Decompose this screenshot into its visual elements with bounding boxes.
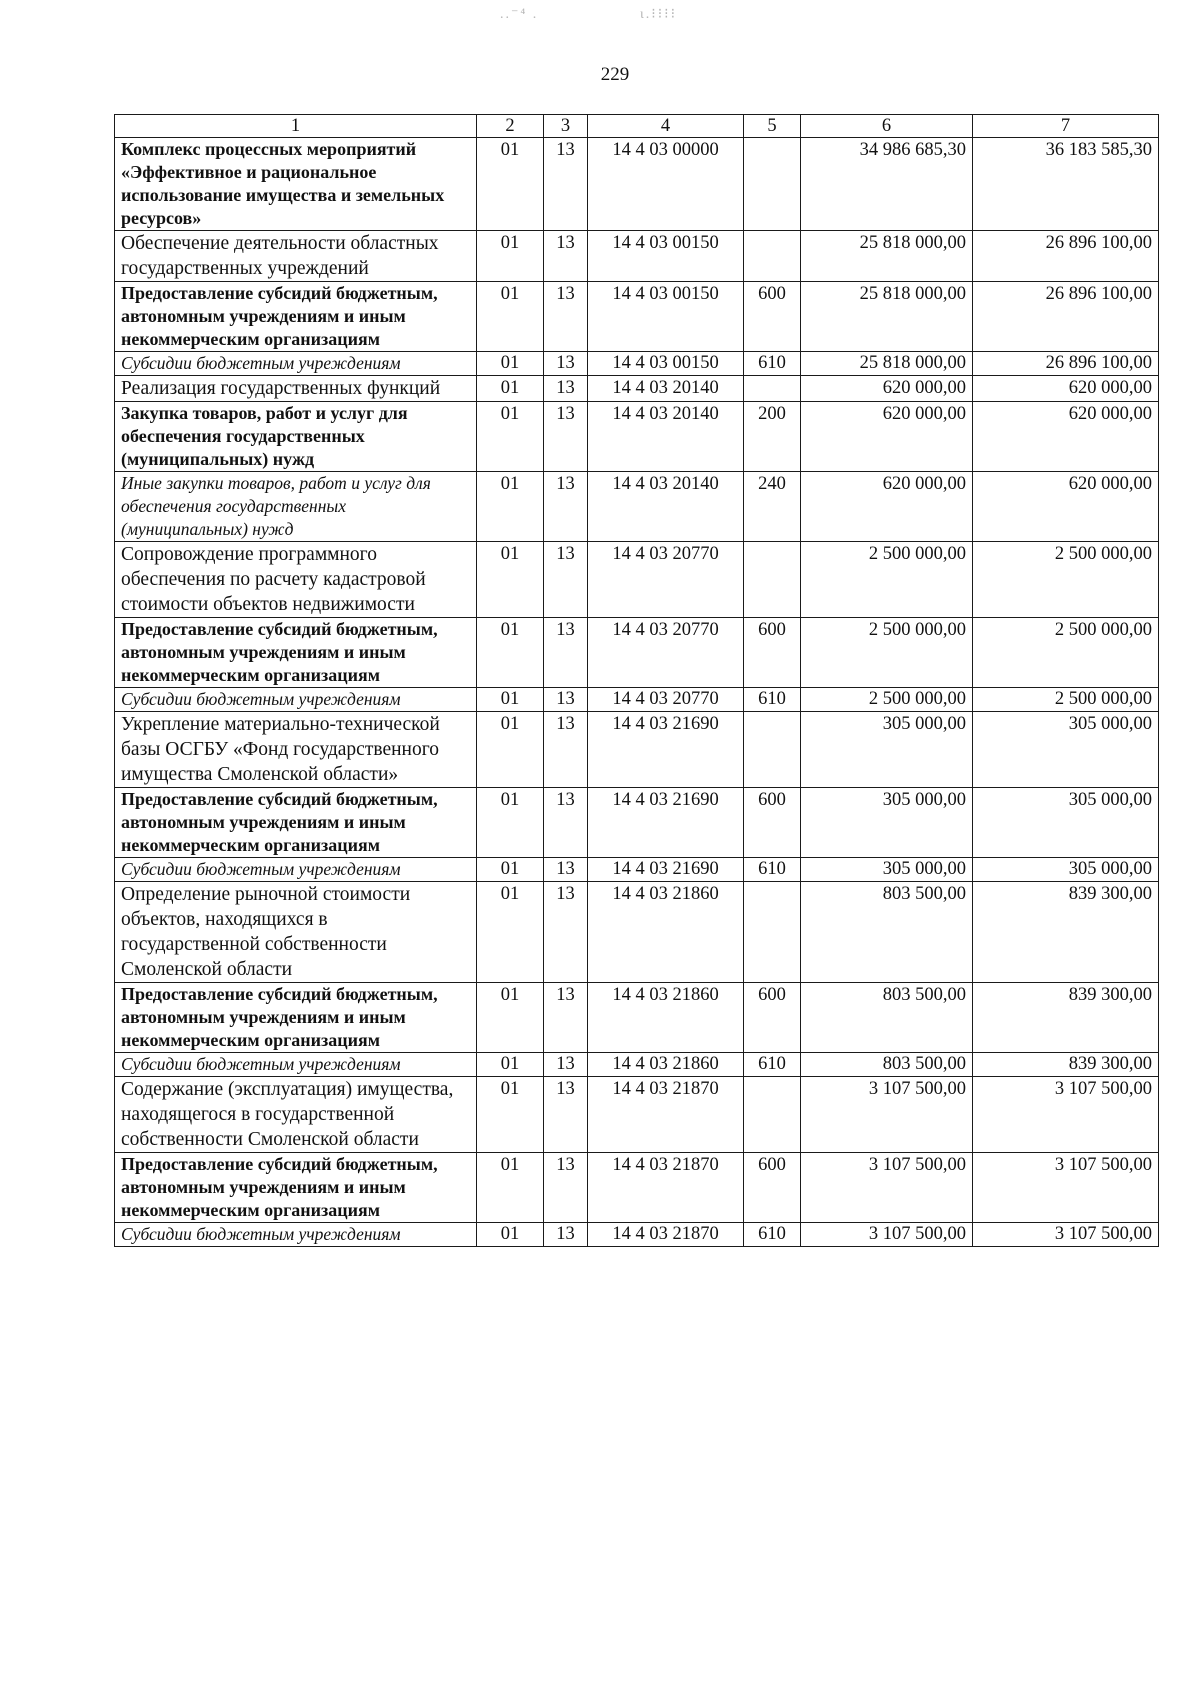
subsection-code-cell: 13 [544, 1153, 588, 1223]
expense-type-cell: 600 [744, 788, 801, 858]
subsection-code-cell: 13 [544, 983, 588, 1053]
section-code-cell: 01 [477, 712, 544, 788]
expense-type-cell: 610 [744, 1223, 801, 1247]
amount-year-1-cell: 620 000,00 [801, 472, 973, 542]
section-code-cell: 01 [477, 618, 544, 688]
amount-year-1-cell: 25 818 000,00 [801, 231, 973, 282]
amount-year-2-cell: 305 000,00 [973, 788, 1159, 858]
expense-type-cell: 600 [744, 618, 801, 688]
section-code-cell: 01 [477, 1053, 544, 1077]
subsection-code-cell: 13 [544, 231, 588, 282]
row-name-cell: Субсидии бюджетным учреждениям [115, 688, 477, 712]
target-article-cell: 14 4 03 00150 [588, 231, 744, 282]
table-row [115, 376, 1159, 402]
column-header: 5 [744, 115, 801, 138]
amount-year-2-cell: 839 300,00 [973, 1053, 1159, 1077]
column-header: 7 [973, 115, 1159, 138]
amount-year-1-cell: 34 986 685,30 [801, 138, 973, 231]
subsection-code-cell: 13 [544, 352, 588, 376]
table-row [115, 1053, 1159, 1077]
table-row [115, 1077, 1159, 1153]
expense-type-cell: 200 [744, 402, 801, 472]
amount-year-2-cell: 2 500 000,00 [973, 688, 1159, 712]
target-article-cell: 14 4 03 21860 [588, 882, 744, 983]
table-row [115, 472, 1159, 542]
row-name-cell: Предоставление субсидий бюджетным, автономным учреждениям и иным некоммерческим организациям [115, 618, 477, 688]
subsection-code-cell: 13 [544, 282, 588, 352]
table-row [115, 712, 1159, 788]
scan-artifact-mark: ι.⁝⁝⁝⁝ [640, 7, 678, 22]
section-code-cell: 01 [477, 376, 544, 402]
section-code-cell: 01 [477, 138, 544, 231]
expense-type-cell [744, 231, 801, 282]
amount-year-1-cell: 803 500,00 [801, 882, 973, 983]
table-row [115, 618, 1159, 688]
row-name-cell: Субсидии бюджетным учреждениям [115, 858, 477, 882]
table-row [115, 138, 1159, 231]
row-name-cell: Предоставление субсидий бюджетным, автономным учреждениям и иным некоммерческим организациям [115, 1153, 477, 1223]
expense-type-cell: 600 [744, 1153, 801, 1223]
row-name-cell: Субсидии бюджетным учреждениям [115, 352, 477, 376]
row-name-cell: Субсидии бюджетным учреждениям [115, 1223, 477, 1247]
row-name-cell: Содержание (эксплуатация) имущества, находящегося в государственной собственности Смоленской области [115, 1077, 477, 1153]
target-article-cell: 14 4 03 00000 [588, 138, 744, 231]
table-row [115, 231, 1159, 282]
column-header: 2 [477, 115, 544, 138]
target-article-cell: 14 4 03 20770 [588, 542, 744, 618]
subsection-code-cell: 13 [544, 472, 588, 542]
target-article-cell: 14 4 03 21870 [588, 1223, 744, 1247]
section-code-cell: 01 [477, 1223, 544, 1247]
target-article-cell: 14 4 03 21860 [588, 1053, 744, 1077]
target-article-cell: 14 4 03 20140 [588, 376, 744, 402]
amount-year-1-cell: 2 500 000,00 [801, 618, 973, 688]
expense-type-cell [744, 882, 801, 983]
row-name-cell: Субсидии бюджетным учреждениям [115, 1053, 477, 1077]
expense-type-cell: 600 [744, 282, 801, 352]
subsection-code-cell: 13 [544, 882, 588, 983]
section-code-cell: 01 [477, 1077, 544, 1153]
amount-year-1-cell: 25 818 000,00 [801, 352, 973, 376]
subsection-code-cell: 13 [544, 542, 588, 618]
row-name-cell: Реализация государственных функций [115, 376, 477, 402]
table-row [115, 788, 1159, 858]
section-code-cell: 01 [477, 542, 544, 618]
table-row [115, 1153, 1159, 1223]
target-article-cell: 14 4 03 21860 [588, 983, 744, 1053]
section-code-cell: 01 [477, 472, 544, 542]
row-name-cell: Предоставление субсидий бюджетным, автономным учреждениям и иным некоммерческим организациям [115, 282, 477, 352]
table-header-row [115, 115, 1159, 138]
subsection-code-cell: 13 [544, 618, 588, 688]
amount-year-2-cell: 620 000,00 [973, 402, 1159, 472]
budget-table [114, 114, 1159, 1247]
amount-year-1-cell: 803 500,00 [801, 983, 973, 1053]
section-code-cell: 01 [477, 231, 544, 282]
subsection-code-cell: 13 [544, 402, 588, 472]
expense-type-cell: 610 [744, 352, 801, 376]
amount-year-1-cell: 620 000,00 [801, 402, 973, 472]
row-name-cell: Закупка товаров, работ и услуг для обеспечения государственных (муниципальных) нужд [115, 402, 477, 472]
subsection-code-cell: 13 [544, 712, 588, 788]
amount-year-2-cell: 36 183 585,30 [973, 138, 1159, 231]
amount-year-2-cell: 26 896 100,00 [973, 231, 1159, 282]
subsection-code-cell: 13 [544, 1077, 588, 1153]
target-article-cell: 14 4 03 21870 [588, 1153, 744, 1223]
amount-year-2-cell: 2 500 000,00 [973, 542, 1159, 618]
amount-year-1-cell: 305 000,00 [801, 788, 973, 858]
expense-type-cell: 610 [744, 858, 801, 882]
section-code-cell: 01 [477, 688, 544, 712]
amount-year-1-cell: 3 107 500,00 [801, 1223, 973, 1247]
table-row [115, 402, 1159, 472]
table-row [115, 983, 1159, 1053]
subsection-code-cell: 13 [544, 1053, 588, 1077]
amount-year-2-cell: 839 300,00 [973, 882, 1159, 983]
section-code-cell: 01 [477, 858, 544, 882]
target-article-cell: 14 4 03 21870 [588, 1077, 744, 1153]
expense-type-cell: 610 [744, 688, 801, 712]
amount-year-2-cell: 26 896 100,00 [973, 282, 1159, 352]
section-code-cell: 01 [477, 882, 544, 983]
row-name-cell: Укрепление материально-технической базы ОСГБУ «Фонд государственного имущества Смоленской области» [115, 712, 477, 788]
row-name-cell: Обеспечение деятельности областных государственных учреждений [115, 231, 477, 282]
expense-type-cell [744, 1077, 801, 1153]
amount-year-2-cell: 3 107 500,00 [973, 1223, 1159, 1247]
amount-year-1-cell: 3 107 500,00 [801, 1153, 973, 1223]
subsection-code-cell: 13 [544, 788, 588, 858]
section-code-cell: 01 [477, 1153, 544, 1223]
subsection-code-cell: 13 [544, 858, 588, 882]
section-code-cell: 01 [477, 282, 544, 352]
table-row [115, 688, 1159, 712]
row-name-cell: Предоставление субсидий бюджетным, автономным учреждениям и иным некоммерческим организациям [115, 983, 477, 1053]
expense-type-cell [744, 376, 801, 402]
amount-year-2-cell: 305 000,00 [973, 858, 1159, 882]
target-article-cell: 14 4 03 20140 [588, 472, 744, 542]
table-row [115, 882, 1159, 983]
amount-year-2-cell: 839 300,00 [973, 983, 1159, 1053]
table-row [115, 282, 1159, 352]
row-name-cell: Предоставление субсидий бюджетным, автономным учреждениям и иным некоммерческим организациям [115, 788, 477, 858]
amount-year-2-cell: 3 107 500,00 [973, 1153, 1159, 1223]
subsection-code-cell: 13 [544, 376, 588, 402]
target-article-cell: 14 4 03 00150 [588, 352, 744, 376]
table-row [115, 1223, 1159, 1247]
target-article-cell: 14 4 03 00150 [588, 282, 744, 352]
amount-year-1-cell: 620 000,00 [801, 376, 973, 402]
target-article-cell: 14 4 03 21690 [588, 712, 744, 788]
table-row [115, 352, 1159, 376]
amount-year-2-cell: 620 000,00 [973, 472, 1159, 542]
column-header: 3 [544, 115, 588, 138]
amount-year-2-cell: 26 896 100,00 [973, 352, 1159, 376]
expense-type-cell: 240 [744, 472, 801, 542]
amount-year-2-cell: 2 500 000,00 [973, 618, 1159, 688]
subsection-code-cell: 13 [544, 138, 588, 231]
expense-type-cell [744, 712, 801, 788]
amount-year-1-cell: 803 500,00 [801, 1053, 973, 1077]
expense-type-cell: 610 [744, 1053, 801, 1077]
subsection-code-cell: 13 [544, 688, 588, 712]
expense-type-cell [744, 138, 801, 231]
expense-type-cell: 600 [744, 983, 801, 1053]
scan-artifact-mark: ..⁻⁴ . [500, 7, 539, 22]
amount-year-2-cell: 620 000,00 [973, 376, 1159, 402]
amount-year-1-cell: 2 500 000,00 [801, 688, 973, 712]
amount-year-1-cell: 305 000,00 [801, 712, 973, 788]
amount-year-2-cell: 3 107 500,00 [973, 1077, 1159, 1153]
expense-type-cell [744, 542, 801, 618]
subsection-code-cell: 13 [544, 1223, 588, 1247]
target-article-cell: 14 4 03 20770 [588, 688, 744, 712]
amount-year-1-cell: 2 500 000,00 [801, 542, 973, 618]
target-article-cell: 14 4 03 20140 [588, 402, 744, 472]
target-article-cell: 14 4 03 21690 [588, 788, 744, 858]
amount-year-1-cell: 305 000,00 [801, 858, 973, 882]
target-article-cell: 14 4 03 21690 [588, 858, 744, 882]
page-number: 229 [600, 64, 630, 85]
amount-year-1-cell: 3 107 500,00 [801, 1077, 973, 1153]
target-article-cell: 14 4 03 20770 [588, 618, 744, 688]
section-code-cell: 01 [477, 352, 544, 376]
column-header: 1 [115, 115, 477, 138]
section-code-cell: 01 [477, 788, 544, 858]
column-header: 6 [801, 115, 973, 138]
row-name-cell: Определение рыночной стоимости объектов, находящихся в государственной собственности Смоленской области [115, 882, 477, 983]
table-body [115, 138, 1159, 1247]
amount-year-2-cell: 305 000,00 [973, 712, 1159, 788]
table-row [115, 858, 1159, 882]
column-header: 4 [588, 115, 744, 138]
amount-year-1-cell: 25 818 000,00 [801, 282, 973, 352]
table-row [115, 542, 1159, 618]
row-name-cell: Сопровождение программного обеспечения по расчету кадастровой стоимости объектов недвижимости [115, 542, 477, 618]
section-code-cell: 01 [477, 402, 544, 472]
row-name-cell: Иные закупки товаров, работ и услуг для обеспечения государственных (муниципальных) нужд [115, 472, 477, 542]
section-code-cell: 01 [477, 983, 544, 1053]
row-name-cell: Комплекс процессных мероприятий «Эффективное и рациональное использование имущества и земельных ресурсов» [115, 138, 477, 231]
